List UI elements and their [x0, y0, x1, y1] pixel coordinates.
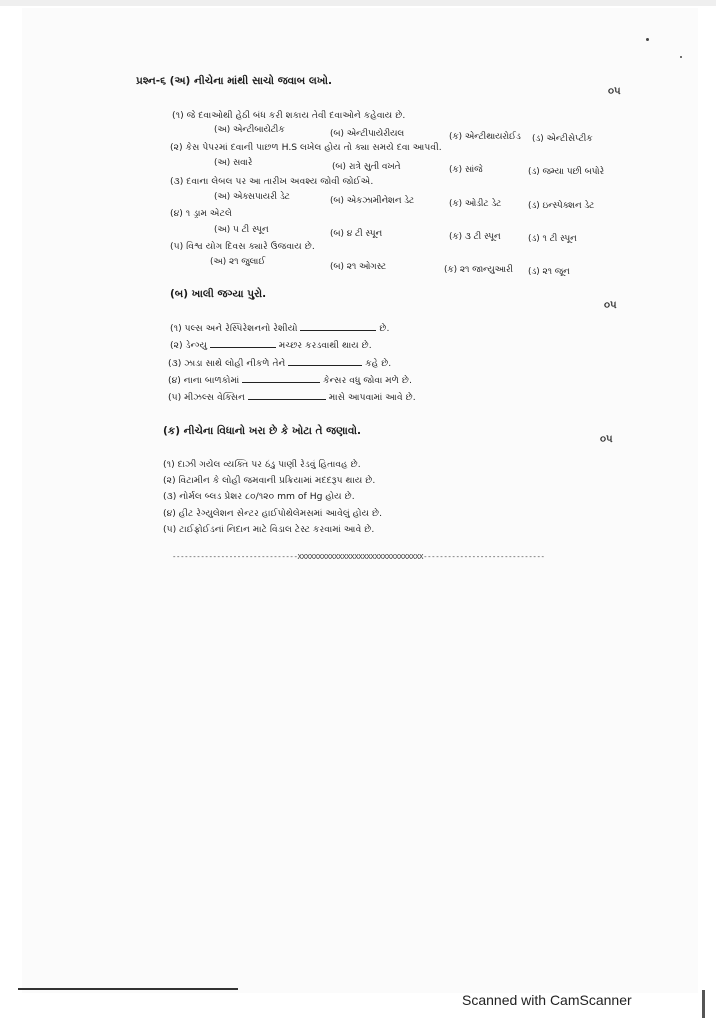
statement-3: (૩) નોર્મલ બ્લડ પ્રેશર ૮૦/૧૨૦ mm of Hg હોય છે.: [163, 491, 355, 502]
fill-blank-4: [168, 373, 412, 386]
q5-option-d: (ડ) ૨૧ જૂન: [528, 267, 570, 277]
scan-edge-line: [18, 988, 238, 990]
section-b-marks: ૦૫: [604, 300, 617, 311]
fill-blank-1: [170, 321, 389, 334]
camscanner-watermark: Scanned with CamScanner: [462, 992, 632, 1008]
answer-blank: [300, 321, 376, 331]
q1-option-d: (ડ) એન્ટીસેપ્ટીક: [532, 134, 593, 144]
q1-option-b: (બ) એન્ટીપાયેરીયલ: [330, 129, 405, 139]
q5-option-c: (ક) ૨૧ જાન્યુઆરી: [444, 265, 513, 275]
q2-option-c: (ક) સાંજે: [449, 165, 483, 175]
fill-blank-5: [168, 390, 416, 403]
answer-blank: [288, 356, 362, 366]
statement-1: (૧) દાઝી ગયેલ વ્યક્તિ પર ઠંડુ પાણી રેડવું હિતાવહ છે.: [163, 459, 361, 470]
question-4: (૪) ૧ ડ્રામ એટલે: [170, 208, 232, 219]
section-a-marks: ૦૫: [608, 86, 621, 97]
fill-blank-4-before: (૪) નાના બાળકોમાં: [168, 375, 240, 386]
fill-blank-2-after: મચ્છર કરડવાથી થાય છે.: [278, 340, 372, 351]
q4-option-c: (ક) ૩ ટી સ્પૂન: [449, 232, 501, 242]
q2-option-d: (ડ) જમ્યા પછી બપોરે: [528, 167, 605, 177]
fill-blank-4-after: કેન્સર વધુ જોવા મળે છે.: [323, 375, 412, 386]
statement-4: (૪) હીટ રેગ્યુલેશન સેન્ટર હાઈપોથેલેમસમાં આવેલું હોય છે.: [163, 508, 383, 519]
q2-option-b: (બ) રાત્રે સુતી વખતે: [332, 162, 401, 172]
fill-blank-1-before: (૧) પલ્સ અને રેસ્પિરેશનનો રેશીયો: [170, 323, 298, 334]
q1-option-c: (ક) એન્ટીથાયરોઈડ: [449, 132, 521, 142]
q5-option-b: (બ) ૨૧ ઓગસ્ટ: [330, 262, 387, 272]
scan-top-edge: [0, 0, 716, 6]
fill-blank-1-after: છે.: [379, 323, 390, 334]
q2-option-a: (અ) સવારે: [214, 158, 253, 168]
scan-speck: [680, 56, 682, 58]
q5-option-a: (અ) ૨૧ જુલાઈ: [210, 257, 266, 267]
question-2: (૨) કેસ પેપરમાં દવાની પાછળ H.S લખેલ હોય તો ક્યા સમયે દવા આપવી.: [170, 142, 442, 153]
question-5: (૫) વિશ્વ યોગ દિવસ ક્યારે ઉજવાય છે.: [170, 241, 315, 252]
q3-option-c: (ક) ઓડીટ ડેટ: [449, 199, 502, 209]
fill-blank-5-after: માસે આપવામાં આવે છે.: [328, 392, 416, 403]
statement-5: (૫) ટાઈફોઈડનાં નિદાન માટે વિડાલ ટેસ્ટ કરવામાં આવે છે.: [163, 524, 375, 535]
end-of-paper-divider: -------------------------------XXXXXXXXXXXXXXXXXXXXXXXXXXXXXXX------------------------------: [172, 552, 545, 561]
answer-blank: [242, 373, 320, 383]
scan-edge-mark: [702, 990, 705, 1018]
q1-option-a: (અ) એન્ટીબાયેટીક: [214, 125, 285, 135]
section-c-marks: ૦૫: [600, 434, 613, 445]
answer-blank: [210, 338, 276, 348]
scan-speck: [646, 38, 649, 41]
scanned-page: [22, 8, 698, 993]
answer-blank: [248, 390, 326, 400]
fill-blank-2-before: (૨) ડેન્ગ્યુ: [170, 340, 208, 351]
statement-2: (૨) વિટામીન કે લોહી જમવાની પ્રક્રિયામાં મદદરૂપ થાય છે.: [163, 475, 376, 486]
q4-option-a: (અ) ૫ ટી સ્પૂન: [214, 225, 269, 235]
section-b-title: (બ) ખાલી જગ્યા પુરો.: [170, 288, 267, 300]
q3-option-b: (બ) એકઝામીનેશન ડેટ: [330, 196, 415, 206]
q4-option-d: (ડ) ૧ ટી સ્પૂન: [528, 234, 577, 244]
fill-blank-2: [170, 338, 372, 351]
section-c-title: (ક) નીચેના વિધાનો ખરા છે કે ખોટા તે જણાવો.: [163, 425, 361, 437]
question-1: (૧) જે દવાઓથી હેઠી બંધ કરી શકાય તેવી દવાઓને કહેવાય છે.: [172, 110, 406, 121]
q3-option-d: (ડ) ઇન્સ્પેક્શન ડેટ: [528, 201, 595, 211]
q4-option-b: (બ) ૪ ટી સ્પૂન: [330, 229, 383, 239]
fill-blank-5-before: (૫) મીઝલ્સ વેક્સિન: [168, 392, 246, 403]
question-3: (૩) દવાના લેબલ પર આ તારીખ અવશ્ય જોવી જોઈએ.: [170, 176, 374, 187]
q3-option-a: (અ) એક્સપાયરી ડેટ: [214, 192, 290, 202]
section-a-title: પ્રશ્ન-૬ (અ) નીચેના માંથી સાચો જવાબ લખો.: [136, 75, 333, 87]
fill-blank-3-after: કહે છે.: [365, 358, 392, 369]
fill-blank-3: [168, 356, 391, 369]
fill-blank-3-before: (૩) ઝાડા સાથે લોહી નીકળે તેને: [168, 358, 286, 369]
